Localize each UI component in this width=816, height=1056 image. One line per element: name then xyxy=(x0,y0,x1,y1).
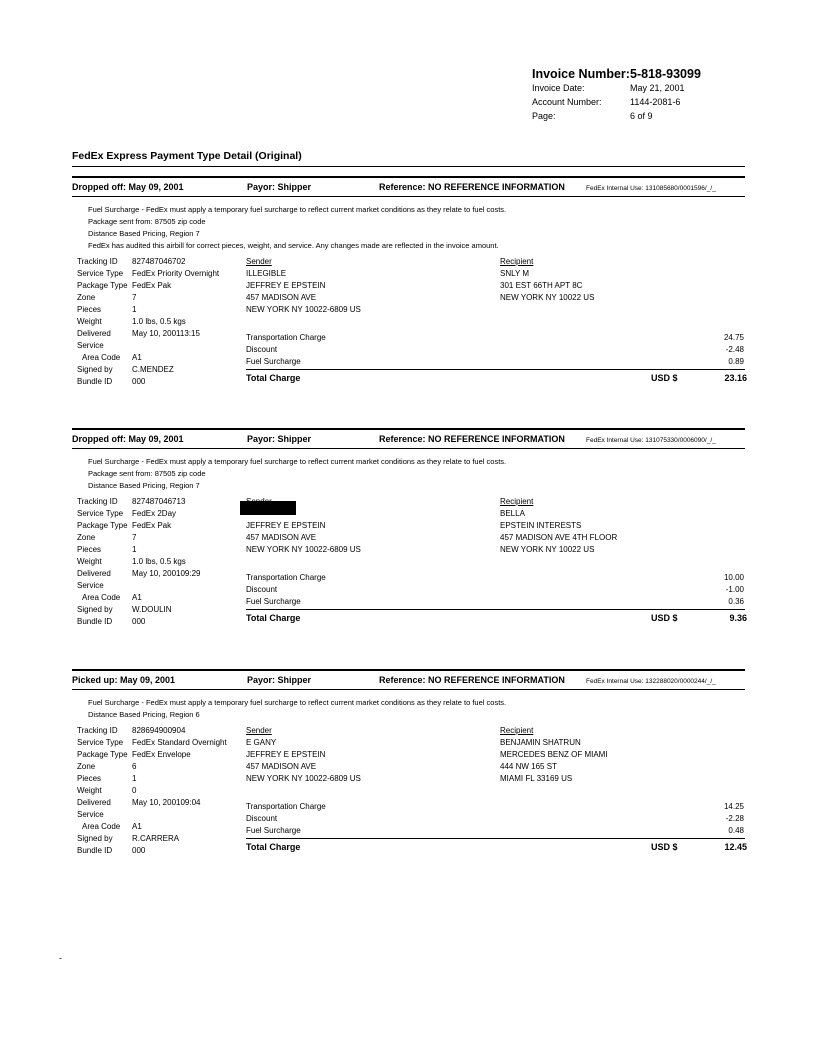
shipment-note: Distance Based Pricing, Region 7 xyxy=(88,481,200,490)
detail-label-bundle-id: Bundle ID xyxy=(77,617,113,626)
fuel-surcharge-amount: 0.36 xyxy=(728,597,744,606)
fuel-surcharge-label: Fuel Surcharge xyxy=(246,826,301,835)
charge-total-rule xyxy=(246,369,745,370)
transportation-charge-amount: 24.75 xyxy=(723,333,744,342)
shipment-note: FedEx has audited this airbill for correct pieces, weight, and service. Any changes made are reflected in the invoice amount. xyxy=(88,241,499,250)
recipient-line: BELLA xyxy=(500,509,525,518)
discount-label: Discount xyxy=(246,814,278,823)
recipient-heading: Recipient xyxy=(500,257,534,266)
detail-label-tracking-id: Tracking ID xyxy=(77,257,118,266)
detail-label-package-type: Package Type xyxy=(77,521,128,530)
detail-value-package-type: FedEx Pak xyxy=(132,281,172,290)
transportation-charge-label: Transportation Charge xyxy=(246,802,326,811)
detail-label-service-type: Service Type xyxy=(77,738,124,747)
detail-value-delivered: May 10, 200109:04 xyxy=(132,798,201,807)
detail-value-weight: 0 xyxy=(132,786,137,795)
shipment-top-rule xyxy=(72,669,745,671)
shipment-header-rule xyxy=(72,689,745,690)
shipment-internal-use: FedEx Internal Use: 131075330/0006090/_/_ xyxy=(586,436,716,444)
detail-label-tracking-id: Tracking ID xyxy=(77,726,118,735)
detail-label-zone: Zone xyxy=(77,293,96,302)
sender-line: NEW YORK NY 10022-6809 US xyxy=(246,774,361,783)
shipment-note: Fuel Surcharge - FedEx must apply a temporary fuel surcharge to reflect current market conditions as they relate to fuel costs. xyxy=(88,205,507,214)
detail-label-delivered: Delivered xyxy=(77,329,111,338)
account-number-label: Account Number: xyxy=(532,97,602,107)
shipment-dropped-date: Dropped off: May 09, 2001 xyxy=(72,182,184,192)
detail-label-pieces: Pieces xyxy=(77,545,102,554)
total-charge-amount: 12.45 xyxy=(724,842,747,852)
detail-label-signed-by: Signed by xyxy=(77,834,113,843)
detail-value-pieces: 1 xyxy=(132,774,137,783)
recipient-line: NEW YORK NY 10022 US xyxy=(500,293,595,302)
transportation-charge-amount: 14.25 xyxy=(723,802,744,811)
shipment-note: Fuel Surcharge - FedEx must apply a temporary fuel surcharge to reflect current market conditions as they relate to fuel costs. xyxy=(88,457,507,466)
detail-value-area-code: A1 xyxy=(132,822,142,831)
detail-label-pieces: Pieces xyxy=(77,305,102,314)
detail-value-pieces: 1 xyxy=(132,545,137,554)
detail-value-zone: 6 xyxy=(132,762,137,771)
detail-value-weight: 1.0 lbs, 0.5 kgs xyxy=(132,557,186,566)
shipment-internal-use: FedEx Internal Use: 131085680/0001596/_/_ xyxy=(586,184,716,192)
section-title: FedEx Express Payment Type Detail (Original) xyxy=(72,150,302,162)
detail-value-delivered: May 10, 200109:29 xyxy=(132,569,201,578)
detail-label-tracking-id: Tracking ID xyxy=(77,497,118,506)
total-charge-amount: 23.16 xyxy=(724,373,747,383)
fuel-surcharge-label: Fuel Surcharge xyxy=(246,357,301,366)
shipment-header-rule xyxy=(72,196,745,197)
detail-value-signed-by: W.DOULIN xyxy=(132,605,172,614)
shipment-reference: Reference: NO REFERENCE INFORMATION xyxy=(379,182,565,192)
sender-line: NEW YORK NY 10022-6809 US xyxy=(246,305,361,314)
detail-value-tracking-id: 828694900904 xyxy=(132,726,186,735)
sender-line: 457 MADISON AVE xyxy=(246,293,317,302)
detail-value-weight: 1.0 lbs, 0.5 kgs xyxy=(132,317,186,326)
detail-value-signed-by: R.CARRERA xyxy=(132,834,180,843)
detail-value-tracking-id: 827487046702 xyxy=(132,257,186,266)
sender-line: E GANY xyxy=(246,738,277,747)
shipment-reference: Reference: NO REFERENCE INFORMATION xyxy=(379,434,565,444)
total-charge-label: Total Charge xyxy=(246,842,301,852)
transportation-charge-label: Transportation Charge xyxy=(246,573,326,582)
detail-label-zone: Zone xyxy=(77,533,96,542)
detail-label-weight: Weight xyxy=(77,317,102,326)
detail-label-bundle-id: Bundle ID xyxy=(77,846,113,855)
detail-value-pieces: 1 xyxy=(132,305,137,314)
detail-value-bundle-id: 000 xyxy=(132,377,146,386)
detail-label-signed-by: Signed by xyxy=(77,365,113,374)
sender-line: NEW YORK NY 10022-6809 US xyxy=(246,545,361,554)
sender-line: ILLEGIBLE xyxy=(246,269,287,278)
detail-value-service-type: FedEx Standard Overnight xyxy=(132,738,227,747)
detail-label-service-type: Service Type xyxy=(77,269,124,278)
shipment-dropped-date: Picked up: May 09, 2001 xyxy=(72,675,176,685)
recipient-line: EPSTEIN INTERESTS xyxy=(500,521,582,530)
sender-line: JEFFREY E EPSTEIN xyxy=(246,281,326,290)
page-number: 6 of 9 xyxy=(630,111,653,121)
detail-label-area-code: Area Code xyxy=(82,593,121,602)
footer-mark: - xyxy=(59,953,62,963)
discount-label: Discount xyxy=(246,585,278,594)
shipment-payor: Payor: Shipper xyxy=(247,182,312,192)
shipment-payor: Payor: Shipper xyxy=(247,675,312,685)
sender-line: JEFFREY E EPSTEIN xyxy=(246,521,326,530)
sender-line: 457 MADISON AVE xyxy=(246,762,317,771)
recipient-heading: Recipient xyxy=(500,726,534,735)
shipment-reference: Reference: NO REFERENCE INFORMATION xyxy=(379,675,565,685)
recipient-line: 457 MADISON AVE 4TH FLOOR xyxy=(500,533,618,542)
currency-label: USD $ xyxy=(651,373,678,383)
shipment-top-rule xyxy=(72,176,745,178)
detail-label-service: Service xyxy=(77,341,104,350)
charge-total-rule xyxy=(246,609,745,610)
currency-label: USD $ xyxy=(651,613,678,623)
invoice-date: May 21, 2001 xyxy=(630,83,685,93)
detail-label-package-type: Package Type xyxy=(77,281,128,290)
total-charge-label: Total Charge xyxy=(246,613,301,623)
detail-value-service-type: FedEx 2Day xyxy=(132,509,177,518)
detail-value-area-code: A1 xyxy=(132,593,142,602)
detail-value-package-type: FedEx Envelope xyxy=(132,750,191,759)
invoice-number: 5-818-93099 xyxy=(630,67,701,81)
detail-label-pieces: Pieces xyxy=(77,774,102,783)
fuel-surcharge-amount: 0.89 xyxy=(728,357,744,366)
charge-total-rule xyxy=(246,838,745,839)
page-label: Page: xyxy=(532,111,556,121)
shipment-note: Distance Based Pricing, Region 6 xyxy=(88,710,200,719)
shipment-internal-use: FedEx Internal Use: 132288020/0000244/_/_ xyxy=(586,677,716,685)
detail-label-package-type: Package Type xyxy=(77,750,128,759)
detail-label-service: Service xyxy=(77,581,104,590)
detail-label-weight: Weight xyxy=(77,786,102,795)
shipment-header-rule xyxy=(72,448,745,449)
shipment-note: Fuel Surcharge - FedEx must apply a temporary fuel surcharge to reflect current market conditions as they relate to fuel costs. xyxy=(88,698,507,707)
shipment-note: Package sent from: 87505 zip code xyxy=(88,469,206,478)
sender-line: 457 MADISON AVE xyxy=(246,533,317,542)
detail-label-service: Service xyxy=(77,810,104,819)
detail-label-zone: Zone xyxy=(77,762,96,771)
detail-label-delivered: Delivered xyxy=(77,798,111,807)
invoice-date-label: Invoice Date: xyxy=(532,83,585,93)
recipient-line: NEW YORK NY 10022 US xyxy=(500,545,595,554)
detail-value-tracking-id: 827487046713 xyxy=(132,497,186,506)
detail-value-bundle-id: 000 xyxy=(132,617,146,626)
recipient-line: MIAMI FL 33169 US xyxy=(500,774,573,783)
currency-label: USD $ xyxy=(651,842,678,852)
detail-value-signed-by: C.MENDEZ xyxy=(132,365,174,374)
shipment-top-rule xyxy=(72,428,745,430)
detail-value-service-type: FedEx Priority Overnight xyxy=(132,269,220,278)
sender-heading: Sender xyxy=(246,257,272,266)
invoice-number-label: Invoice Number: xyxy=(532,67,630,81)
recipient-line: BENJAMIN SHATRUN xyxy=(500,738,581,747)
recipient-line: SNLY M xyxy=(500,269,530,278)
detail-value-zone: 7 xyxy=(132,533,137,542)
shipment-payor: Payor: Shipper xyxy=(247,434,312,444)
discount-amount: -2.28 xyxy=(725,814,744,823)
detail-value-area-code: A1 xyxy=(132,353,142,362)
shipment-note: Distance Based Pricing, Region 7 xyxy=(88,229,200,238)
fuel-surcharge-amount: 0.48 xyxy=(728,826,744,835)
recipient-heading: Recipient xyxy=(500,497,534,506)
detail-label-bundle-id: Bundle ID xyxy=(77,377,113,386)
detail-label-signed-by: Signed by xyxy=(77,605,113,614)
detail-label-area-code: Area Code xyxy=(82,822,121,831)
recipient-line: MERCEDES BENZ OF MIAMI xyxy=(500,750,608,759)
detail-value-zone: 7 xyxy=(132,293,137,302)
redaction-block xyxy=(240,501,296,515)
discount-amount: -1.00 xyxy=(725,585,744,594)
shipment-dropped-date: Dropped off: May 09, 2001 xyxy=(72,434,184,444)
discount-label: Discount xyxy=(246,345,278,354)
divider xyxy=(72,166,745,167)
sender-heading: Sender xyxy=(246,726,272,735)
detail-label-weight: Weight xyxy=(77,557,102,566)
fuel-surcharge-label: Fuel Surcharge xyxy=(246,597,301,606)
detail-label-service-type: Service Type xyxy=(77,509,124,518)
detail-label-area-code: Area Code xyxy=(82,353,121,362)
detail-value-package-type: FedEx Pak xyxy=(132,521,172,530)
transportation-charge-amount: 10.00 xyxy=(723,573,744,582)
detail-label-delivered: Delivered xyxy=(77,569,111,578)
recipient-line: 444 NW 165 ST xyxy=(500,762,557,771)
total-charge-amount: 9.36 xyxy=(729,613,747,623)
total-charge-label: Total Charge xyxy=(246,373,301,383)
detail-value-bundle-id: 000 xyxy=(132,846,146,855)
detail-value-delivered: May 10, 200113:15 xyxy=(132,329,200,338)
sender-line: JEFFREY E EPSTEIN xyxy=(246,750,326,759)
discount-amount: -2.48 xyxy=(725,345,744,354)
account-number: 1144-2081-6 xyxy=(630,97,681,107)
transportation-charge-label: Transportation Charge xyxy=(246,333,326,342)
recipient-line: 301 EST 66TH APT 8C xyxy=(500,281,583,290)
shipment-note: Package sent from: 87505 zip code xyxy=(88,217,206,226)
